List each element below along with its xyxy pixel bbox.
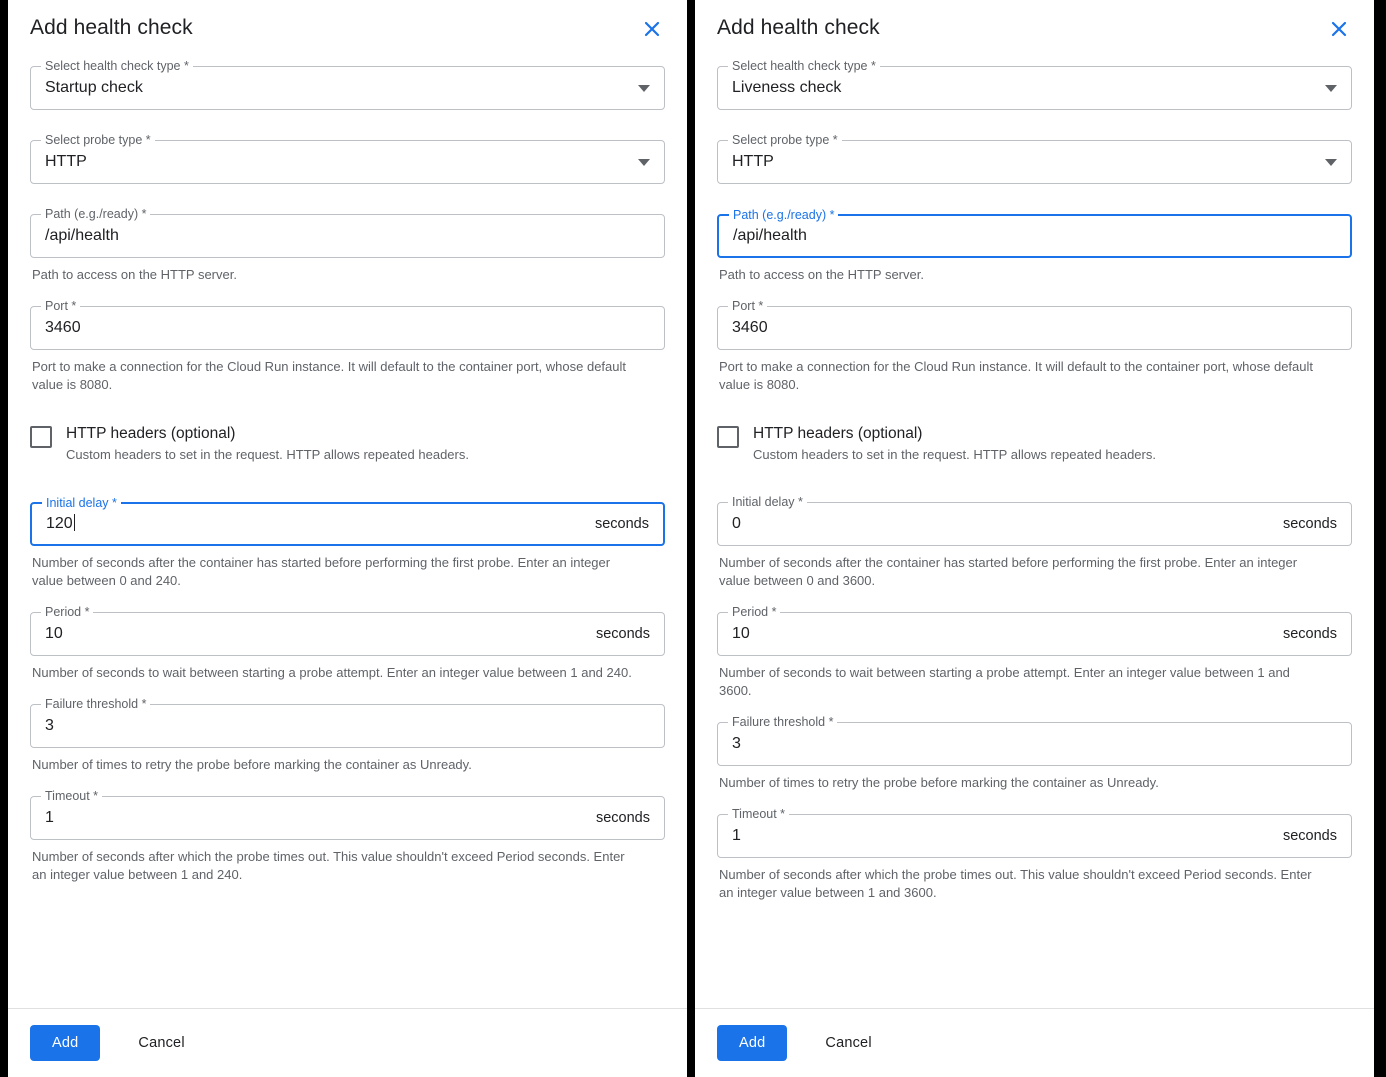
dialog-footer [695,1008,1374,1077]
probe-type-value: HTTP [732,153,774,170]
failure-threshold-value: 3 [732,735,741,752]
dialog-header [695,0,1374,48]
period-value: 10 [732,625,750,642]
port-helper: Port to make a connection for the Cloud Run instance. It will default to the container port, whose default value is 8080. [32,359,627,392]
dialog-body [695,48,1374,1008]
http-headers-sublabel: Custom headers to set in the request. HTTP allows repeated headers. [753,447,1156,462]
initial-delay-helper: Number of seconds after the container has started before performing the first probe. Enter an integer value between 0 and 3600. [719,555,1298,588]
period-field[interactable] [30,605,665,656]
port-label: Port * [41,299,80,313]
http-headers-row[interactable] [30,424,665,464]
close-icon[interactable] [1326,16,1352,42]
probe-type-label: Select probe type * [728,133,842,147]
http-headers-checkbox[interactable] [30,426,52,448]
failure-threshold-label: Failure threshold * [728,715,837,729]
path-field[interactable] [717,208,1352,258]
health-check-type-select[interactable] [30,59,665,110]
cancel-button[interactable]: Cancel [807,1025,889,1061]
period-helper: Number of seconds to wait between starting a probe attempt. Enter an integer value between 1 and 240. [32,665,632,680]
add-button[interactable]: Add [30,1025,100,1061]
period-label: Period * [728,605,780,619]
add-health-check-dialog-liveness [695,0,1374,1077]
dialog-title: Add health check [717,16,880,39]
timeout-label: Timeout * [728,807,789,821]
port-label: Port * [728,299,767,313]
probe-type-select[interactable] [717,133,1352,184]
period-label: Period * [41,605,93,619]
dialog-header [8,0,687,48]
timeout-helper: Number of seconds after which the probe times out. This value shouldn't exceed Period seconds. Enter an integer value between 1 and 240. [32,849,625,882]
port-value: 3460 [732,319,768,336]
period-unit: seconds [1282,626,1337,642]
health-check-type-select[interactable] [717,59,1352,110]
probe-type-select[interactable] [30,133,665,184]
path-helper: Path to access on the HTTP server. [32,267,237,282]
chevron-down-icon [1325,159,1337,166]
port-helper: Port to make a connection for the Cloud Run instance. It will default to the container port, whose default value is 8080. [719,359,1314,392]
failure-threshold-helper: Number of times to retry the probe before marking the container as Unready. [32,757,472,772]
failure-threshold-helper: Number of times to retry the probe before marking the container as Unready. [719,775,1159,790]
period-unit: seconds [595,626,650,642]
timeout-unit: seconds [595,810,650,826]
period-field[interactable] [717,605,1352,656]
failure-threshold-field[interactable] [717,715,1352,766]
path-label: Path (e.g./ready) * [41,207,150,221]
period-helper: Number of seconds to wait between starting a probe attempt. Enter an integer value between 1 and 3600. [719,665,1290,698]
add-button[interactable]: Add [717,1025,787,1061]
failure-threshold-value: 3 [45,717,54,734]
path-value: /api/health [733,227,807,244]
chevron-down-icon [638,85,650,92]
dialog-body [8,48,687,1008]
path-value: /api/health [45,227,119,244]
chevron-down-icon [638,159,650,166]
port-field[interactable] [717,299,1352,350]
initial-delay-label: Initial delay * [42,496,121,510]
period-value: 10 [45,625,63,642]
http-headers-label: HTTP headers (optional) [753,425,923,442]
timeout-value: 1 [732,827,741,844]
failure-threshold-field[interactable] [30,697,665,748]
health-check-type-value: Startup check [45,79,143,96]
health-check-type-value: Liveness check [732,79,842,96]
timeout-unit: seconds [1282,828,1337,844]
port-field[interactable] [30,299,665,350]
initial-delay-value: 0 [732,515,741,532]
timeout-value: 1 [45,809,54,826]
timeout-field[interactable] [717,807,1352,858]
chevron-down-icon [1325,85,1337,92]
http-headers-row[interactable] [717,424,1352,464]
http-headers-checkbox[interactable] [717,426,739,448]
dialog-footer [8,1008,687,1077]
timeout-field[interactable] [30,789,665,840]
http-headers-sublabel: Custom headers to set in the request. HTTP allows repeated headers. [66,447,469,462]
port-value: 3460 [45,319,81,336]
health-check-type-label: Select health check type * [41,59,193,73]
timeout-helper: Number of seconds after which the probe times out. This value shouldn't exceed Period seconds. Enter an integer value between 1 and 3600. [719,867,1312,900]
initial-delay-field[interactable] [717,495,1352,546]
dialog-title: Add health check [30,16,193,39]
initial-delay-field[interactable] [30,496,665,546]
cancel-button[interactable]: Cancel [120,1025,202,1061]
timeout-label: Timeout * [41,789,102,803]
initial-delay-unit: seconds [1282,516,1337,532]
http-headers-label: HTTP headers (optional) [66,425,236,442]
path-helper: Path to access on the HTTP server. [719,267,924,282]
failure-threshold-label: Failure threshold * [41,697,150,711]
path-field[interactable] [30,207,665,258]
add-health-check-dialog-startup [8,0,687,1077]
probe-type-label: Select probe type * [41,133,155,147]
health-check-type-label: Select health check type * [728,59,880,73]
initial-delay-label: Initial delay * [728,495,807,509]
initial-delay-helper: Number of seconds after the container has started before performing the first probe. Enter an integer value between 0 and 240. [32,555,611,588]
path-label: Path (e.g./ready) * [729,208,838,222]
initial-delay-unit: seconds [594,516,649,532]
close-icon[interactable] [639,16,665,42]
initial-delay-value: 120 [46,514,587,534]
probe-type-value: HTTP [45,153,87,170]
